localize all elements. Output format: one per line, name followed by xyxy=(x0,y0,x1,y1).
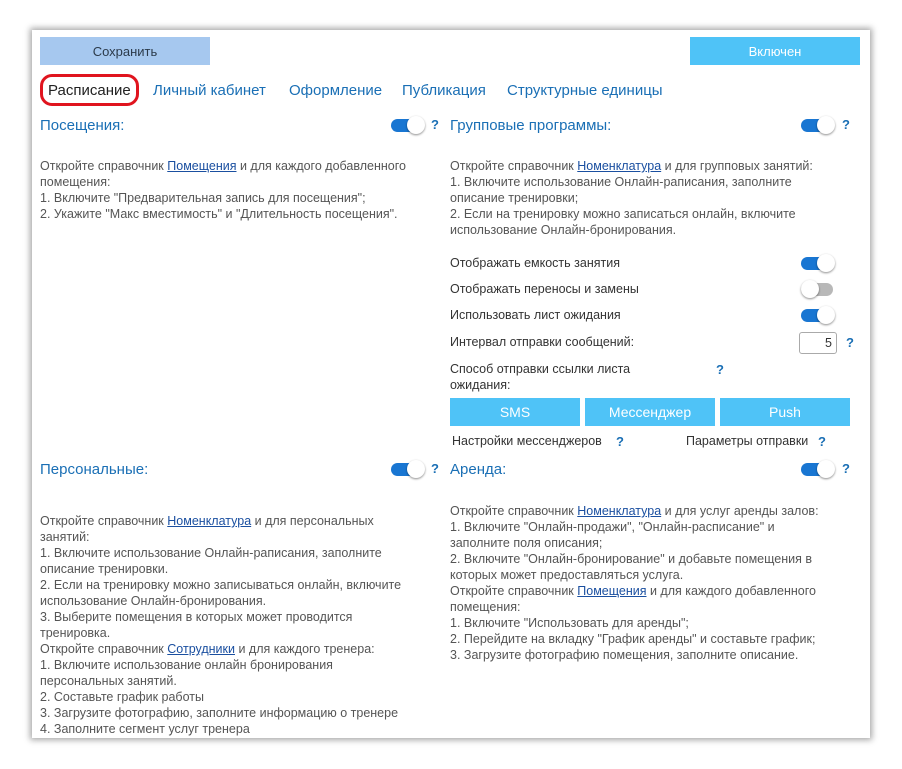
settings-panel xyxy=(32,30,870,738)
nomenclature-link[interactable]: Номенклатура xyxy=(577,159,662,173)
visits-toggle[interactable] xyxy=(391,116,425,134)
tab-schedule[interactable]: Расписание xyxy=(40,74,139,106)
rent-toggle[interactable] xyxy=(801,460,835,478)
group-title: Групповые программы: xyxy=(450,117,612,134)
messenger-settings-link[interactable]: Настройки мессенджеров xyxy=(452,434,602,448)
personal-title: Персональные: xyxy=(40,461,149,478)
rent-title: Аренда: xyxy=(450,461,507,478)
visits-description: Откройте справочник Помещения и для каждого добавленного помещения: 1. Включите "Предварительная запись для посещения"; 2. Укажите "Макс вместимость" и "Длительность посещения". xyxy=(40,159,406,221)
group-toggle[interactable] xyxy=(801,116,835,134)
save-button[interactable]: Сохранить xyxy=(40,37,210,65)
rooms-link[interactable]: Помещения xyxy=(577,584,647,598)
rent-help-icon[interactable]: ? xyxy=(842,461,850,476)
tab-publication[interactable]: Публикация xyxy=(402,81,486,99)
rent-description: Откройте справочник Номенклатура и для услуг аренды залов: 1. Включите "Онлайн-продажи", "Онлайн-расписание" и заполните поля описания; 2. Включите "Онлайн-бронирование" и добавьте помещения в которых может предоставляться услуга. Откройте справочник Помещения и для каждого добавленного помещения: 1. Включите "Использовать для аренды"; 2. Перейдите на вкладку "График аренды" и составьте график; 3. Загрузите фотографию помещения, заполните описание. xyxy=(450,504,819,662)
send-params-help-icon[interactable]: ? xyxy=(818,434,826,449)
tab-structural-units[interactable]: Структурные единицы xyxy=(507,81,663,99)
tab-personal-account[interactable]: Личный кабинет xyxy=(153,81,266,99)
nomenclature-link[interactable]: Номенклатура xyxy=(167,514,252,528)
send-push-button[interactable]: Push xyxy=(720,398,850,426)
group-description: Откройте справочник Номенклатура и для групповых занятий: 1. Включите использование Онлайн-раписания, заполните описание тренировки; 2. Если на тренировку можно записаться онлайн, включите использование Онлайн-бронирования. xyxy=(450,159,813,237)
personal-description: Откройте справочник Номенклатура и для персональных занятий: 1. Включите использование Онлайн-раписания, заполните описание тренировки. 2. Если на тренировку можно записываться онлайн, включите использование Онлайн-бронирования. 3. Выберите помещения в которых может проводится тренировка. Откройте справочник Сотрудники и для каждого тренера: 1. Включите использование онлайн бронирования персональных занятий. 2. Составьте график работы 3. Загрузите фотографию, заполните информацию о тренере 4. Заполните сегмент услуг тренера xyxy=(40,514,402,736)
visits-title: Посещения: xyxy=(40,117,125,134)
staff-link[interactable]: Сотрудники xyxy=(167,642,235,656)
send-sms-button[interactable]: SMS xyxy=(450,398,580,426)
interval-input[interactable] xyxy=(799,332,837,354)
send-params-link[interactable]: Параметры отправки xyxy=(686,434,809,448)
personal-help-icon[interactable]: ? xyxy=(431,461,439,476)
send-method-help-icon[interactable]: ? xyxy=(716,362,724,377)
rooms-link[interactable]: Помещения xyxy=(167,159,237,173)
enabled-button[interactable]: Включен xyxy=(690,37,860,65)
messenger-settings-help-icon[interactable]: ? xyxy=(616,434,624,449)
visits-help-icon[interactable]: ? xyxy=(431,117,439,132)
nomenclature-link[interactable]: Номенклатура xyxy=(577,504,662,518)
use-waitlist-toggle[interactable] xyxy=(801,306,835,324)
show-capacity-toggle[interactable] xyxy=(801,254,835,272)
group-help-icon[interactable]: ? xyxy=(842,117,850,132)
send-method-label: Способ отправки ссылки листа ожидания: xyxy=(450,362,631,392)
show-transfers-toggle[interactable] xyxy=(801,280,835,298)
use-waitlist-label: Использовать лист ожидания xyxy=(450,308,621,322)
show-transfers-label: Отображать переносы и замены xyxy=(450,282,639,296)
personal-toggle[interactable] xyxy=(391,460,425,478)
interval-help-icon[interactable]: ? xyxy=(846,335,854,350)
interval-label: Интервал отправки сообщений: xyxy=(450,335,635,349)
show-capacity-label: Отображать емкость занятия xyxy=(450,256,620,270)
tab-design[interactable]: Оформление xyxy=(289,81,383,99)
send-messenger-button[interactable]: Мессенджер xyxy=(585,398,715,426)
